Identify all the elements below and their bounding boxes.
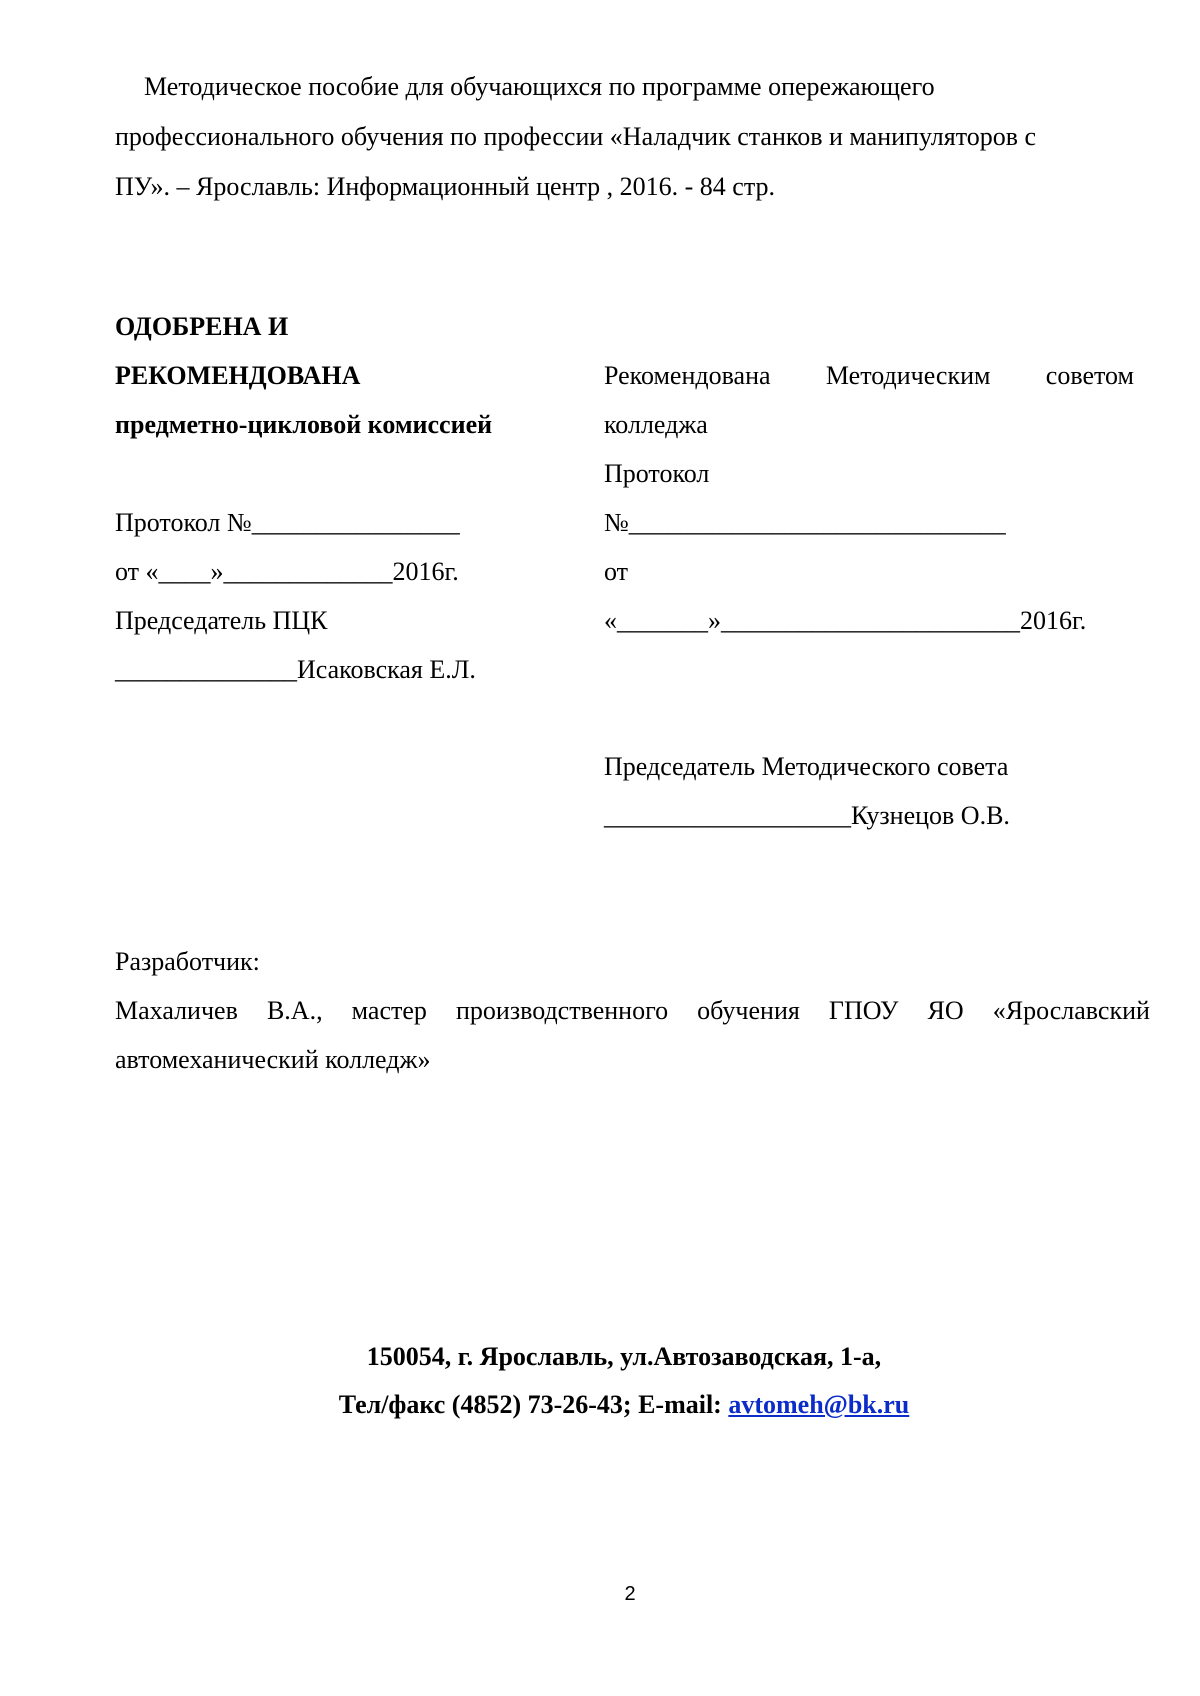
developer-word: Махаличев (115, 996, 238, 1026)
developer-word: ЯО (928, 996, 964, 1026)
approval-title-2: РЕКОМЕНДОВАНА (115, 361, 360, 391)
developer-line-1 (115, 996, 1150, 1026)
right-rec-word: Рекомендована (604, 361, 771, 391)
developer-word: обучения (697, 996, 800, 1026)
developer-line-2: автомеханический колледж» (115, 1045, 430, 1075)
intro-line-3: ПУ». – Ярославль: Информационный центр , 2016. - 84 стр. (115, 172, 775, 202)
approval-title-1: ОДОБРЕНА И (115, 312, 288, 342)
intro-line-2: профессионального обучения по профессии «Наладчик станков и манипуляторов с (115, 122, 1036, 152)
right-college: колледжа (604, 410, 708, 440)
approval-title-3: предметно-цикловой комиссией (115, 410, 492, 440)
left-protocol: Протокол №________________ (115, 508, 460, 538)
developer-label: Разработчик: (115, 947, 260, 977)
developer-word: производственного (456, 996, 668, 1026)
intro-line-1: Методическое пособие для обучающихся по программе опережающего (144, 72, 935, 102)
right-protocol: Протокол (604, 459, 709, 489)
right-rec-word: Методическим (826, 361, 991, 391)
right-recommended-row (604, 361, 1134, 391)
developer-word: В.А., (267, 996, 323, 1026)
footer-address: 150054, г. Ярославль, ул.Автозаводская, 1-а, (0, 1342, 1200, 1372)
right-chair-label: Председатель Методического совета (604, 752, 1008, 782)
footer-contacts (0, 1390, 1200, 1420)
developer-word: «Ярославский (993, 996, 1150, 1026)
right-number: №_____________________________ (604, 508, 1006, 538)
right-from: от (604, 557, 628, 587)
developer-word: мастер (352, 996, 427, 1026)
right-chair-signature: ___________________Кузнецов О.В. (604, 801, 1010, 831)
right-rec-word: советом (1046, 361, 1134, 391)
left-date: от «____»_____________2016г. (115, 557, 459, 587)
left-chair-signature: ______________Исаковская Е.Л. (115, 655, 476, 685)
left-chair-label: Председатель ПЦК (115, 606, 327, 636)
page-number: 2 (0, 1582, 1200, 1606)
developer-word: ГПОУ (829, 996, 899, 1026)
right-date: «_______»_______________________2016г. (604, 606, 1086, 636)
email-link[interactable]: avtomeh@bk.ru (728, 1390, 909, 1419)
document-page (0, 0, 1200, 1696)
footer-phone: Тел/факс (4852) 73-26-43; E-mail: (339, 1390, 729, 1419)
